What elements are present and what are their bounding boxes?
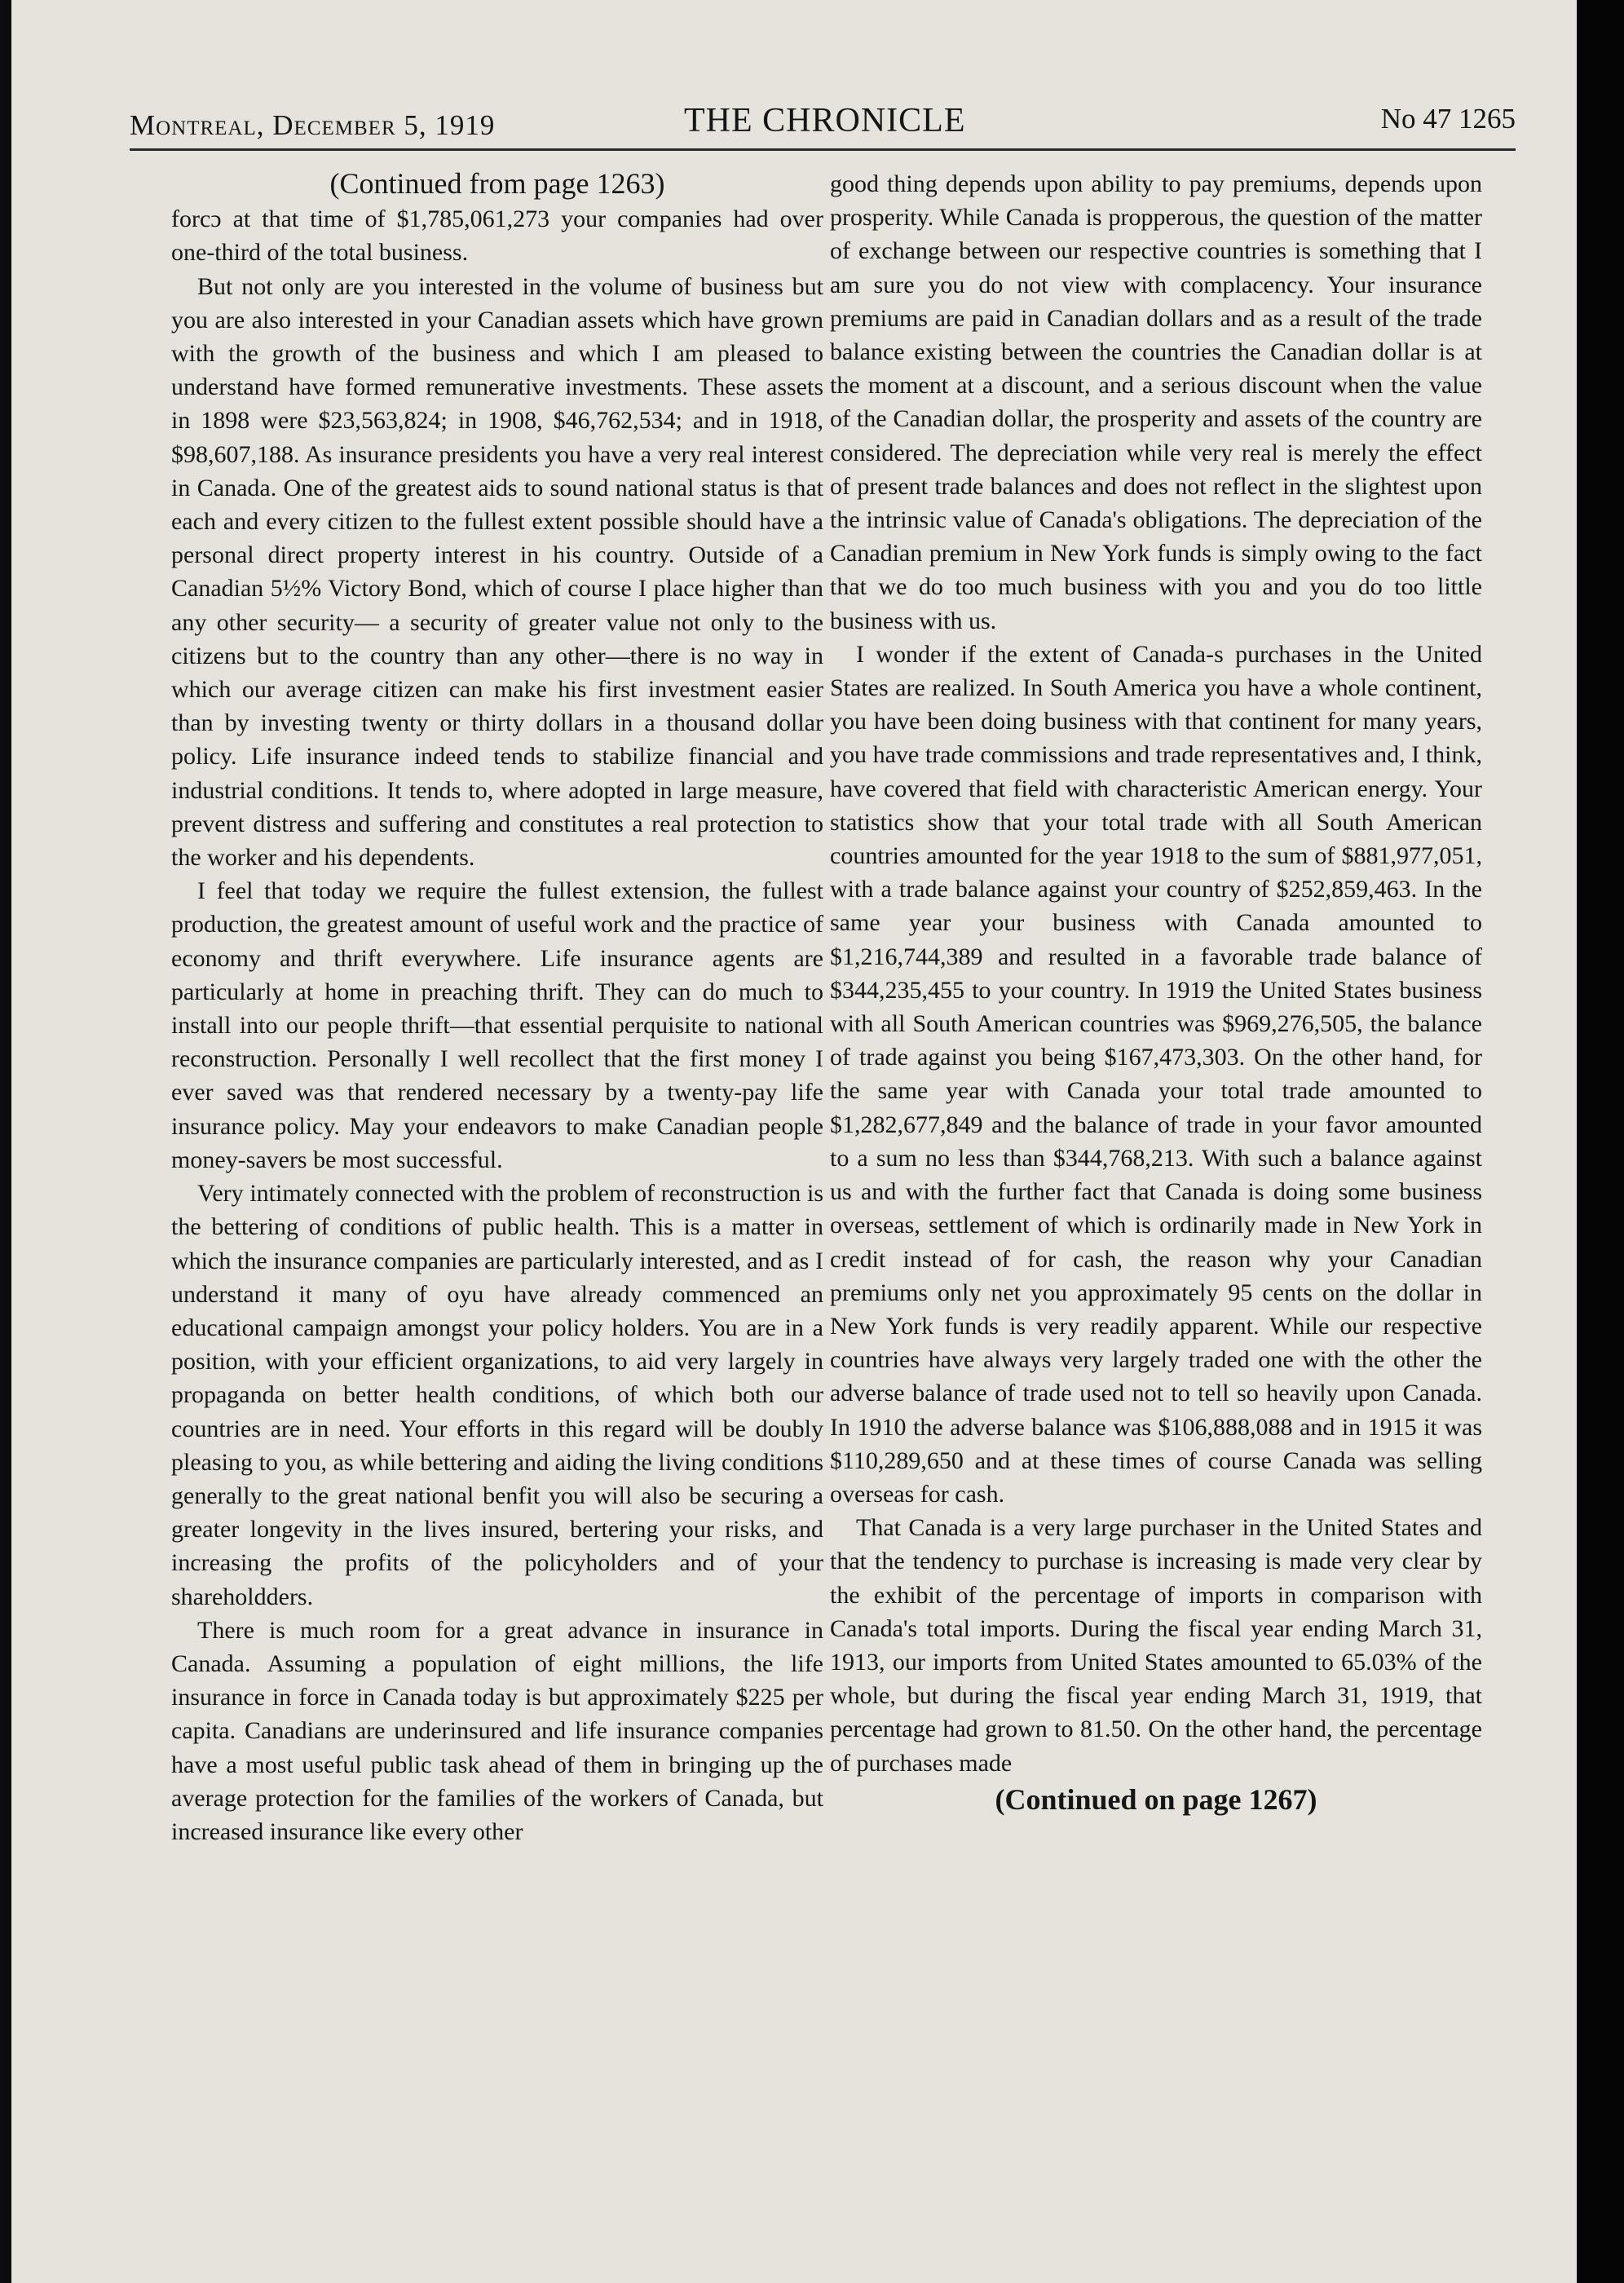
paragraph: That Canada is a very large purchaser in the United States and that the tendency to purchase is increasing is made very clear by the exhibit of the percentage of imports in comparison with Canada's total imports. During the fiscal year ending March 31, 1913, our imports from United States amounted to 65.03% of the whole, but during the fiscal year ending March 31, 1919, that percentage had grown to 81.50. On the other hand, the percentage of purchases made: [830, 1514, 1482, 1777]
continued-on-notice: (Continued on page 1267): [995, 1782, 1317, 1816]
right-column: [830, 167, 1482, 2157]
paragraph: good thing depends upon ability to pay premiums, depends upon prosperity. While Canada is propperous, the question of the matter of exchange between our respective countries is something that I am sure you do not view with complacency. Your insurance premiums are paid in Canadian dollars and as a result of the trade balance existing between the countries the Canadian dollar is at the moment at a discount, and a serious discount when the value of the Canadian dollar, the prosperity and assets of the country are considered. The depreciation while very real is merely the effect of present trade balances and does not reflect in the slightest upon the intrinsic value of Canada's obligations. The depreciation of the Canadian premium in New York funds is simply owing to the fact that we do too much business with you and you do too little business with us.: [830, 170, 1482, 634]
header-dateline: Montreal, December 5, 1919: [130, 109, 496, 141]
paragraph: Very intimately connected with the problem of reconstruction is the bettering of conditions of public health. This is a matter in which the insurance companies are particularly interested, and as I understand it many of oyu have already commenced an educational campaign amongst your policy holders. You are in a position, with your efficient organizations, to aid very largely in propaganda on better health conditions, of which both our countries are in need. Your efforts in this regard will be doubly pleasing to you, as while bettering and aiding the living conditions generally to the great national benfit you will also be securing a greater longevity in the lives insured, bertering your risks, and increasing the profits of the policyholders and of your shareholdders.: [171, 1180, 823, 1610]
scan-border: [1577, 0, 1624, 2283]
paragraph: There is much room for a great advance in insurance in Canada. Assuming a population of eight millions, the life insurance in force in Canada today is but approximately $225 per capita. Canadians are underinsured and life insurance companies have a most useful public task ahead of them in bringing up the average protection for the families of the workers of Canada, but increased insurance like every other: [171, 1616, 823, 1845]
paragraph: I wonder if the extent of Canada-s purchases in the United States are realized. In South America you have a whole continent, you have been doing business with that continent for many years, you have trade commissions and trade representatives and, I think, have covered that field with characteristic American energy. Your statistics show that your total trade with all South American countries amounted for the year 1918 to the sum of $881,977,051, with a trade balance against your country of $252,859,463. In the same year your business with Canada amounted to $1,216,744,389 and resulted in a favorable trade balance of $344,235,455 to your country. In 1919 the United States business with all South American countries was $969,276,505, the balance of trade against you being $167,473,303. On the other hand, for the same year with Canada your total trade amounted to $1,282,677,849 and the balance of trade in your favor amounted to a sum no less than $344,768,213. With such a balance against us and with the further fact that Canada is doing some business overseas, settlement of which is ordinarily made in New York in credit instead of for cash, the reason why your Canadian premiums only net you approximately 95 cents on the dollar in New York funds is very readily apparent. While our respective countries have always very largely traded one with the other the adverse balance of trade used not to tell so heavily upon Canada. In 1910 the adverse balance was $106,888,088 and in 1915 it was $110,289,650 and at these times of course Canada was selling overseas for cash.: [830, 640, 1482, 1508]
paragraph: But not only are you interested in the volume of business but you are also interested in your Canadian assets which have grown with the growth of the business and which I am pleased to understand have formed remunerative investments. These assets in 1898 were $23,563,824; in 1908, $46,762,534; and in 1918, $98,607,188. As insurance presidents you have a very real interest in Canada. One of the greatest aids to sound national status is that each and every citizen to the fullest extent possible should have a personal direct property interest in his country. Outside of a Canadian 5½% Victory Bond, which of course I place higher than any other security— a security of greater value not only to the citizens but to the country than any other—there is no way in which our average citizen can make his first investment easier than by investing twenty or thirty dollars in a thousand dollar policy. Life insurance indeed tends to stabilize financial and industrial conditions. It tends to, where adopted in large measure, prevent distress and suffering and constitutes a real protection to the worker and his dependents.: [171, 272, 823, 872]
newspaper-page: [11, 0, 1577, 2283]
header-issue-page-number: No 47 1265: [1380, 103, 1516, 135]
page-header: [130, 98, 1516, 147]
paragraph: forcɔ at that time of $1,785,061,273 your companies had over one-third of the total business.: [171, 205, 823, 267]
left-column: [171, 167, 823, 2157]
header-rule: [130, 148, 1516, 151]
continued-from-notice: (Continued from page 1263): [329, 167, 665, 200]
header-publication-title: THE CHRONICLE: [684, 102, 966, 139]
paragraph: I feel that today we require the fullest extension, the fullest production, the greatest amount of useful work and the practice of economy and thrift everywhere. Life insurance agents are particularly at home in preaching thrift. They can do much to install into our people thrift—that essential perquisite to national reconstruction. Personally I well recollect that the first money I ever saved was that rendered necessary by a twenty-pay life insurance policy. May your endeavors to make Canadian people money-savers be most successful.: [171, 877, 823, 1173]
